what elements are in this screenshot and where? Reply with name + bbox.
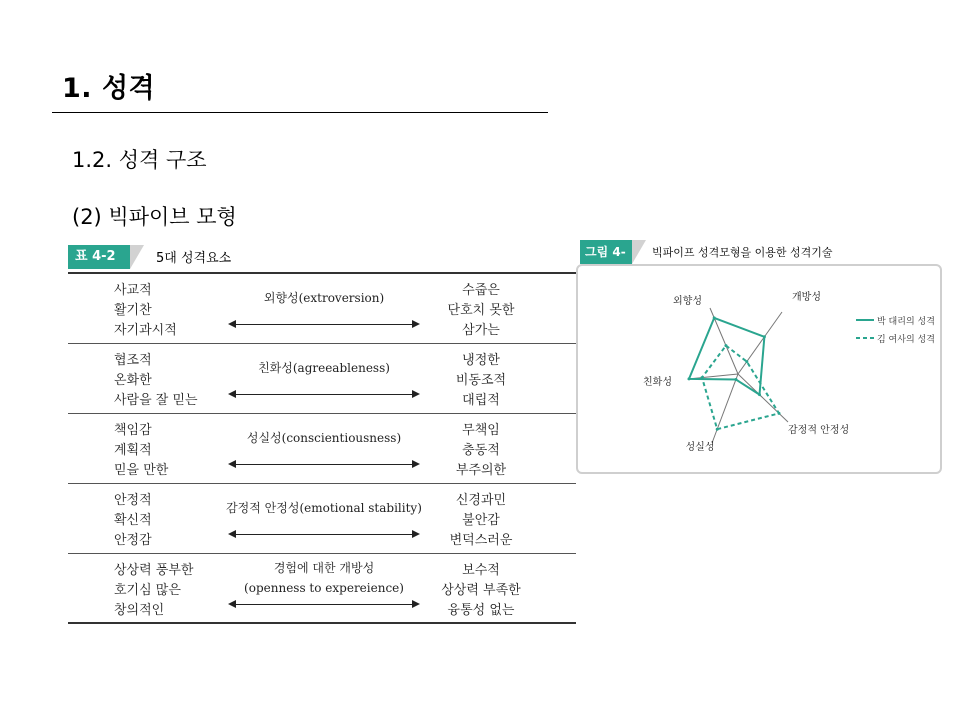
table-caption: 5대 성격요소: [156, 251, 232, 266]
trait-dimension-cell-line: (openness to expereience): [244, 581, 404, 595]
radar-series-2: [702, 346, 779, 430]
table-row: [68, 274, 576, 344]
arrow-line: [232, 604, 416, 605]
trait-negative-cell-line: 비동조적: [455, 373, 507, 388]
table-row: [68, 554, 576, 624]
radar-point: [758, 393, 761, 396]
radar-axis-label: 성실성: [685, 442, 715, 453]
trait-dimension-cell: [224, 558, 424, 598]
radar-point: [734, 378, 737, 381]
table-badge-tail: [130, 245, 144, 269]
radar-chart: [578, 266, 940, 472]
trait-positive-cell: [114, 491, 152, 551]
trait-dimension-cell-line: 성실성(conscientiousness): [246, 431, 402, 445]
trait-negative-cell-line: 대립적: [462, 393, 500, 408]
double-arrow: [228, 530, 420, 540]
arrow-head-right: [412, 460, 420, 468]
radar-axis-label: 개방성: [792, 292, 821, 303]
trait-positive-cell-line: 믿을 만한: [114, 463, 169, 478]
trait-positive-cell-line: 사교적: [114, 283, 152, 298]
arrow-line: [232, 534, 416, 535]
radar-point: [713, 316, 716, 319]
table-header: [68, 245, 576, 271]
trait-positive-cell-line: 안정적: [114, 493, 152, 508]
radar-point: [724, 344, 727, 347]
trait-dimension-cell: [224, 358, 424, 378]
trait-positive-cell-line: 책임감: [114, 423, 152, 438]
trait-negative-cell-line: 무책임: [462, 423, 500, 438]
trait-positive-cell-line: 안정감: [114, 533, 152, 548]
arrow-head-right: [412, 390, 420, 398]
table-row: [68, 344, 576, 414]
radar-point: [716, 428, 719, 431]
table-body: [68, 274, 576, 624]
trait-negative-cell-line: 상상력 부족한: [441, 583, 521, 598]
radar-axis-label: 외향성: [673, 296, 702, 307]
figure-badge: 그림 4-: [580, 240, 632, 264]
radar-chart-box: [576, 264, 942, 474]
trait-dimension-cell: [224, 498, 424, 518]
trait-positive-cell-line: 온화한: [114, 373, 152, 388]
arrow-head-right: [412, 530, 420, 538]
arrow-line: [232, 324, 416, 325]
trait-dimension-cell-line: 외향성(extroversion): [263, 291, 385, 305]
trait-positive-cell-line: 상상력 풍부한: [114, 563, 194, 578]
legend-label: 김 여사의 성격: [877, 335, 935, 345]
figure-header: [580, 240, 940, 266]
trait-negative-cell-line: 불안감: [462, 513, 500, 528]
arrow-line: [232, 394, 416, 395]
section-subtitle: 1.2. 성격 구조: [72, 148, 207, 172]
slide-title: 1. 성격: [62, 73, 156, 104]
trait-dimension-cell-line: 친화성(agreeableness): [258, 361, 390, 375]
trait-negative-cell-line: 변덕스러운: [449, 533, 513, 548]
trait-negative-cell: [431, 561, 531, 621]
trait-positive-cell-line: 협조적: [114, 353, 152, 368]
radar-axis-line: [712, 374, 738, 443]
double-arrow: [228, 320, 420, 330]
trait-positive-cell-line: 창의적인: [114, 603, 165, 618]
radar-axis-label: 감정적 안정성: [788, 425, 850, 436]
trait-negative-cell: [431, 491, 531, 551]
radar-axis-line: [738, 374, 788, 422]
trait-negative-cell: [431, 281, 531, 341]
trait-dimension-cell: [224, 288, 424, 308]
radar-point: [688, 377, 691, 380]
arrow-line: [232, 464, 416, 465]
trait-negative-cell-line: 보수적: [462, 563, 500, 578]
section-subsubtitle: (2) 빅파이브 모형: [72, 205, 237, 229]
trait-negative-cell: [431, 421, 531, 481]
trait-negative-cell-line: 삼가는: [462, 323, 500, 338]
radar-point: [701, 376, 704, 379]
double-arrow: [228, 390, 420, 400]
trait-positive-cell: [114, 561, 193, 621]
radar-point: [763, 335, 766, 338]
title-divider: [52, 112, 548, 113]
trait-positive-cell-line: 계획적: [114, 443, 152, 458]
trait-negative-cell-line: 수줍은: [462, 283, 500, 298]
double-arrow: [228, 460, 420, 470]
radar-axis-line: [738, 312, 782, 374]
radar-series-1: [689, 318, 764, 395]
legend-label: 박 대리의 성격: [877, 317, 935, 327]
double-arrow: [228, 600, 420, 610]
trait-positive-cell-line: 호기심 많은: [114, 583, 181, 598]
trait-negative-cell: [431, 351, 531, 411]
trait-positive-cell-line: 확신적: [114, 513, 152, 528]
table-badge: 표 4-2: [68, 245, 130, 269]
trait-positive-cell: [114, 351, 198, 411]
table-row: [68, 414, 576, 484]
trait-negative-cell-line: 냉정한: [462, 353, 500, 368]
trait-positive-cell: [114, 281, 177, 341]
trait-negative-cell-line: 신경과민: [455, 493, 507, 508]
trait-dimension-cell-line: 경험에 대한 개방성: [273, 561, 375, 575]
figure-caption: 빅파이프 성격모형을 이용한 성격기술: [652, 246, 833, 259]
radar-point: [745, 360, 748, 363]
trait-negative-cell-line: 단호치 못한: [447, 303, 515, 318]
trait-positive-cell-line: 자기과시적: [114, 323, 177, 338]
trait-negative-cell-line: 충동적: [462, 443, 500, 458]
trait-dimension-cell-line: 감정적 안정성(emotional stability): [226, 501, 422, 515]
trait-positive-cell-line: 사람을 잘 믿는: [114, 393, 198, 408]
trait-dimension-cell: [224, 428, 424, 448]
big-five-table: [68, 245, 576, 618]
trait-positive-cell: [114, 421, 168, 481]
trait-negative-cell-line: 부주의한: [455, 463, 507, 478]
table-row: [68, 484, 576, 554]
trait-positive-cell-line: 활기찬: [114, 303, 152, 318]
radar-point: [778, 412, 781, 415]
figure-badge-tail: [632, 240, 646, 264]
arrow-head-right: [412, 600, 420, 608]
arrow-head-right: [412, 320, 420, 328]
trait-negative-cell-line: 융통성 없는: [447, 603, 515, 618]
radar-axis-label: 친화성: [643, 377, 672, 388]
